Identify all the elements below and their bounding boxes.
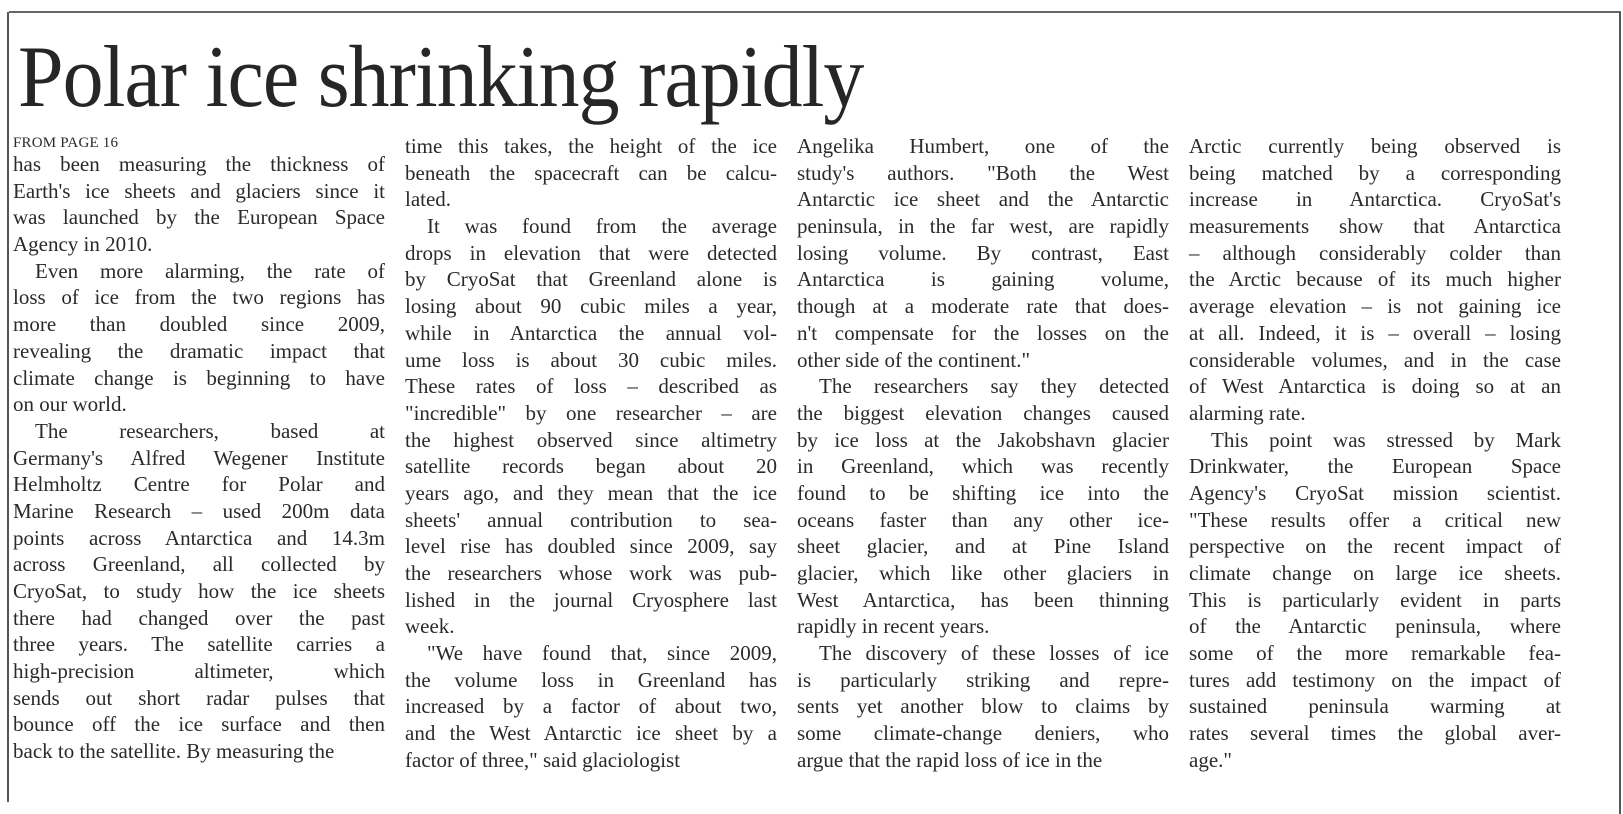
text-line: sustained peninsula warming at: [1189, 694, 1561, 719]
text-line: losing volume. By contrast, East: [797, 240, 1169, 265]
text-line: Drinkwater, the European Space: [1189, 454, 1561, 479]
text-line: increased by a factor of about two,: [405, 694, 777, 719]
text-line: of the Antarctic peninsula, where: [1189, 614, 1561, 639]
text-line: found to be shifting ice into the: [797, 480, 1169, 505]
text-line: across Greenland, all collected by: [13, 552, 385, 577]
text-line: ume loss is about 30 cubic miles.: [405, 347, 777, 372]
text-line: losing about 90 cubic miles a year,: [405, 294, 777, 319]
text-line: has been measuring the thickness of: [13, 152, 385, 176]
paragraph: [797, 373, 1169, 640]
column-4: [1189, 133, 1561, 774]
text-line: These rates of loss – described as: [405, 374, 777, 399]
text-line: age.": [1189, 747, 1232, 772]
text-line: measurements show that Antarctica: [1189, 214, 1561, 239]
text-line: sheets' annual contribution to sea-: [405, 507, 777, 532]
paragraph: [1189, 427, 1561, 774]
text-line: The researchers, based at: [35, 418, 385, 443]
text-line: level rise has doubled since 2009, say: [405, 534, 777, 559]
text-line: oceans faster than any other ice-: [797, 507, 1169, 532]
text-line: n't compensate for the losses on the: [797, 320, 1169, 345]
text-line: drops in elevation that were detected: [405, 240, 777, 265]
text-line: high-precision altimeter, which: [13, 659, 385, 684]
text-line: the highest observed since altimetry: [405, 427, 777, 452]
text-line: West Antarctica, has been thinning: [797, 587, 1169, 612]
text-line: Agency's CryoSat mission scientist.: [1189, 480, 1561, 505]
text-line: climate change on large ice sheets.: [1189, 561, 1561, 585]
text-line: three years. The satellite carries a: [13, 632, 385, 657]
paragraph: [13, 258, 385, 418]
text-line: average elevation – is not gaining ice: [1189, 294, 1561, 319]
paragraph: [13, 418, 385, 765]
text-line: perspective on the recent impact of: [1189, 534, 1561, 559]
text-line: – although considerably colder than: [1189, 240, 1561, 265]
continuation-kicker: FROM PAGE 16: [13, 135, 119, 151]
text-line: rapidly in recent years.: [797, 614, 990, 639]
text-line: argue that the rapid loss of ice in the: [797, 747, 1103, 772]
text-line: satellite records began about 20: [405, 454, 777, 479]
text-line: This is particularly evident in parts: [1189, 587, 1561, 612]
text-line: "We have found that, since 2009,: [427, 641, 777, 666]
paragraph: [797, 640, 1169, 773]
text-line: Even more alarming, the rate of: [35, 258, 385, 283]
text-line: lished in the journal Cryosphere last: [405, 587, 777, 612]
text-line: being matched by a corresponding: [1189, 160, 1561, 185]
text-line: of West Antarctica is doing so at an: [1189, 374, 1561, 399]
text-line: though at a moderate rate that does-: [797, 294, 1169, 319]
text-line: in Greenland, which was recently: [797, 454, 1169, 479]
text-line: Arctic currently being observed is: [1189, 134, 1561, 158]
paragraph: [797, 133, 1169, 373]
text-line: bounce off the ice surface and then: [13, 712, 385, 737]
text-line: time this takes, the height of the ice: [405, 134, 777, 158]
text-line: sends out short radar pulses that: [13, 685, 385, 710]
text-line: was launched by the European Space: [13, 205, 385, 230]
text-line: the researchers whose work was pub-: [405, 561, 777, 585]
text-line: by CryoSat that Greenland alone is: [405, 267, 777, 292]
paragraph: [405, 640, 777, 773]
column-1: [13, 133, 385, 765]
text-line: there had changed over the past: [13, 605, 385, 630]
text-line: glacier, which like other glaciers in: [797, 561, 1169, 585]
text-line: The researchers say they detected: [819, 374, 1169, 399]
text-line: more than doubled since 2009,: [13, 312, 385, 337]
text-line: "These results offer a critical new: [1189, 507, 1561, 532]
text-line: is particularly striking and repre-: [797, 667, 1169, 692]
paragraph: [405, 133, 777, 213]
headline: Polar ice shrinking rapidly: [18, 29, 864, 126]
text-line: loss of ice from the two regions has: [13, 285, 385, 310]
text-line: Agency in 2010.: [13, 232, 153, 257]
text-line: the Arctic because of its much higher: [1189, 267, 1561, 292]
text-line: points across Antarctica and 14.3m: [13, 525, 385, 550]
text-line: peninsula, in the far west, are rapidly: [797, 214, 1169, 239]
top-rule: [9, 11, 1621, 13]
text-line: while in Antarctica the annual vol-: [405, 320, 777, 345]
text-line: tures add testimony on the impact of: [1189, 667, 1561, 692]
text-line: Antarctic ice sheet and the Antarctic: [797, 187, 1169, 212]
text-line: some of the more remarkable fea-: [1189, 641, 1561, 666]
text-line: some climate-change deniers, who: [797, 721, 1169, 746]
text-line: Helmholtz Centre for Polar and: [13, 472, 385, 497]
text-line: Antarctica is gaining volume,: [797, 267, 1169, 292]
text-line: The discovery of these losses of ice: [819, 641, 1169, 666]
left-border: [7, 12, 9, 802]
paragraph: [1189, 133, 1561, 427]
text-line: climate change is beginning to have: [13, 365, 385, 390]
text-line: alarming rate.: [1189, 400, 1306, 425]
right-border: [1619, 12, 1621, 814]
text-line: Marine Research – used 200m data: [13, 498, 385, 523]
text-line: rates several times the global aver-: [1189, 721, 1561, 746]
column-3: [797, 133, 1169, 774]
text-line: lated.: [405, 187, 452, 212]
text-line: increase in Antarctica. CryoSat's: [1189, 187, 1561, 212]
text-line: CryoSat, to study how the ice sheets: [13, 579, 385, 603]
text-line: the biggest elevation changes caused: [797, 400, 1169, 425]
text-line: factor of three," said glaciologist: [405, 747, 681, 772]
text-line: the volume loss in Greenland has: [405, 667, 777, 692]
text-line: week.: [405, 614, 455, 639]
text-line: beneath the spacecraft can be calcu-: [405, 160, 777, 185]
text-line: Earth's ice sheets and glaciers since it: [13, 178, 385, 203]
text-line: revealing the dramatic impact that: [13, 338, 385, 363]
text-line: Germany's Alfred Wegener Institute: [13, 445, 385, 470]
text-line: other side of the continent.": [797, 347, 1031, 372]
paragraph: [405, 213, 777, 640]
text-line: Angelika Humbert, one of the: [797, 134, 1169, 158]
text-line: sents yet another blow to claims by: [797, 694, 1169, 719]
text-line: "incredible" by one researcher – are: [405, 400, 777, 425]
text-line: study's authors. "Both the West: [797, 160, 1169, 185]
text-line: at all. Indeed, it is – overall – losing: [1189, 320, 1561, 345]
text-line: sheet glacier, and at Pine Island: [797, 534, 1169, 559]
paragraph: [13, 151, 385, 258]
text-line: back to the satellite. By measuring the: [13, 739, 335, 764]
text-line: and the West Antarctic ice sheet by a: [405, 721, 777, 746]
column-2: [405, 133, 777, 774]
text-line: considerable volumes, and in the case: [1189, 347, 1561, 372]
text-line: on our world.: [13, 392, 127, 417]
text-line: It was found from the average: [427, 214, 777, 239]
text-line: This point was stressed by Mark: [1211, 427, 1561, 452]
text-line: years ago, and they mean that the ice: [405, 480, 777, 505]
text-line: by ice loss at the Jakobshavn glacier: [797, 427, 1169, 452]
